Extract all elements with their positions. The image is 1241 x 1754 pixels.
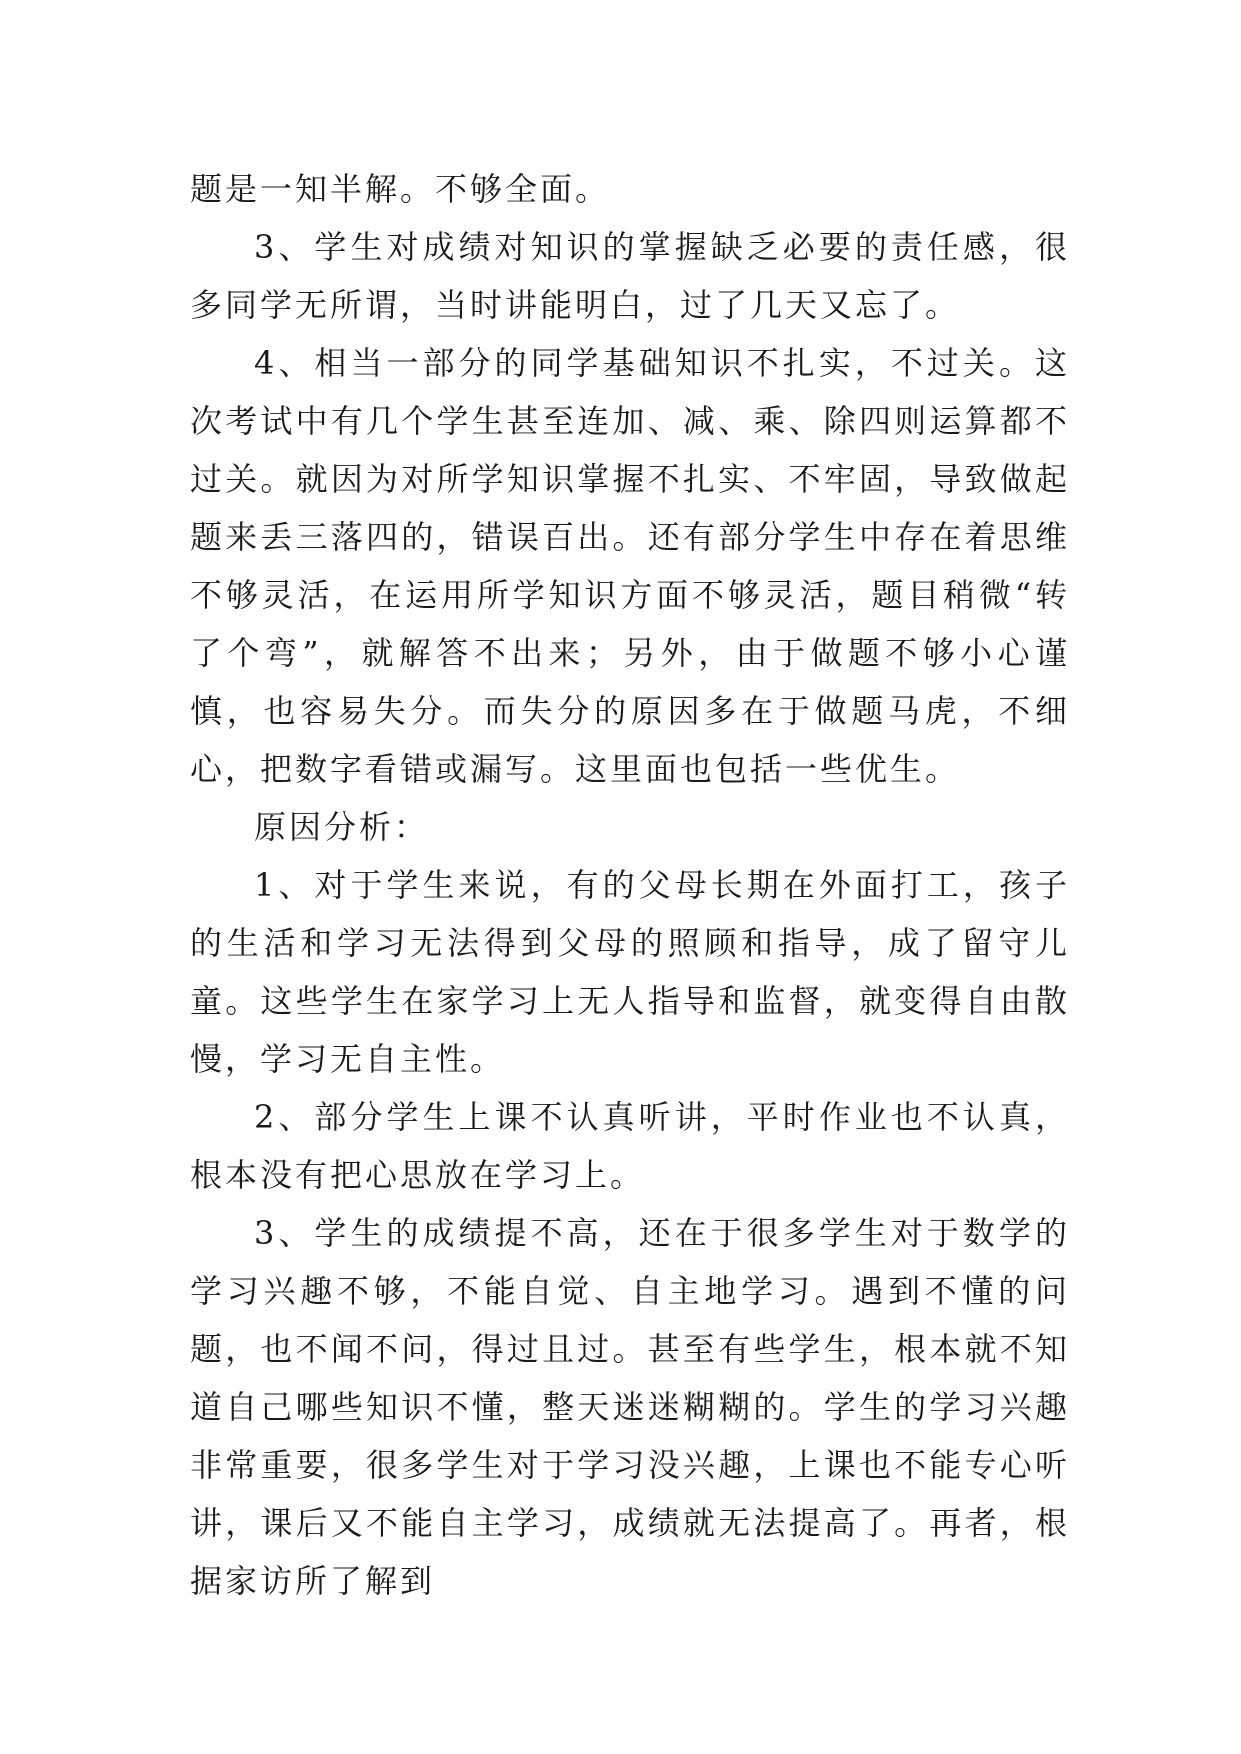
paragraph-continuation: 题是一知半解。不够全面。 [190,170,611,208]
section-heading-cause-analysis: 原因分析： [254,808,430,846]
paragraph-cause-3: 3、学生的成绩提不高，还在于很多学生对于数学的学习兴趣不够，不能自觉、自主地学习。遇到不懂的问题，也不闻不问，得过且过。甚至有些学生，根本就不知道自己哪些知识不懂，整天迷迷糊糊的。学生的学习兴趣非常重要，很多学生对于学习没兴趣，上课也不能专心听讲，课后又不能自主学习，成绩就无法提高了。再者，根据家访所了解到 [190,1214,1070,1600]
paragraph-cause-1: 1、对于学生来说，有的父母长期在外面打工，孩子的生活和学习无法得到父母的照顾和指导，成了留守儿童。这些学生在家学习上无人指导和监督，就变得自由散慢，学习无自主性。 [190,866,1070,1078]
paragraph-cause-2: 2、部分学生上课不认真听讲，平时作业也不认真，根本没有把心思放在学习上。 [190,1098,1070,1194]
document-body [190,160,1070,1610]
paragraph-point-4-basics: 4、相当一部分的同学基础知识不扎实，不过关。这次考试中有几个学生甚至连加、减、乘、除四则运算都不过关。就因为对所学知识掌握不扎实、不牢固，导致做起题来丢三落四的，错误百出。还有部分学生中存在着思维不够灵活，在运用所学知识方面不够灵活，题目稍微“转了个弯”，就解答不出来；另外，由于做题不够小心谨慎，也容易失分。而失分的原因多在于做题马虎，不细心，把数字看错或漏写。这里面也包括一些优生。 [190,344,1070,788]
paragraph-point-3-responsibility: 3、学生对成绩对知识的掌握缺乏必要的责任感，很多同学无所谓，当时讲能明白，过了几天又忘了。 [190,228,1070,324]
